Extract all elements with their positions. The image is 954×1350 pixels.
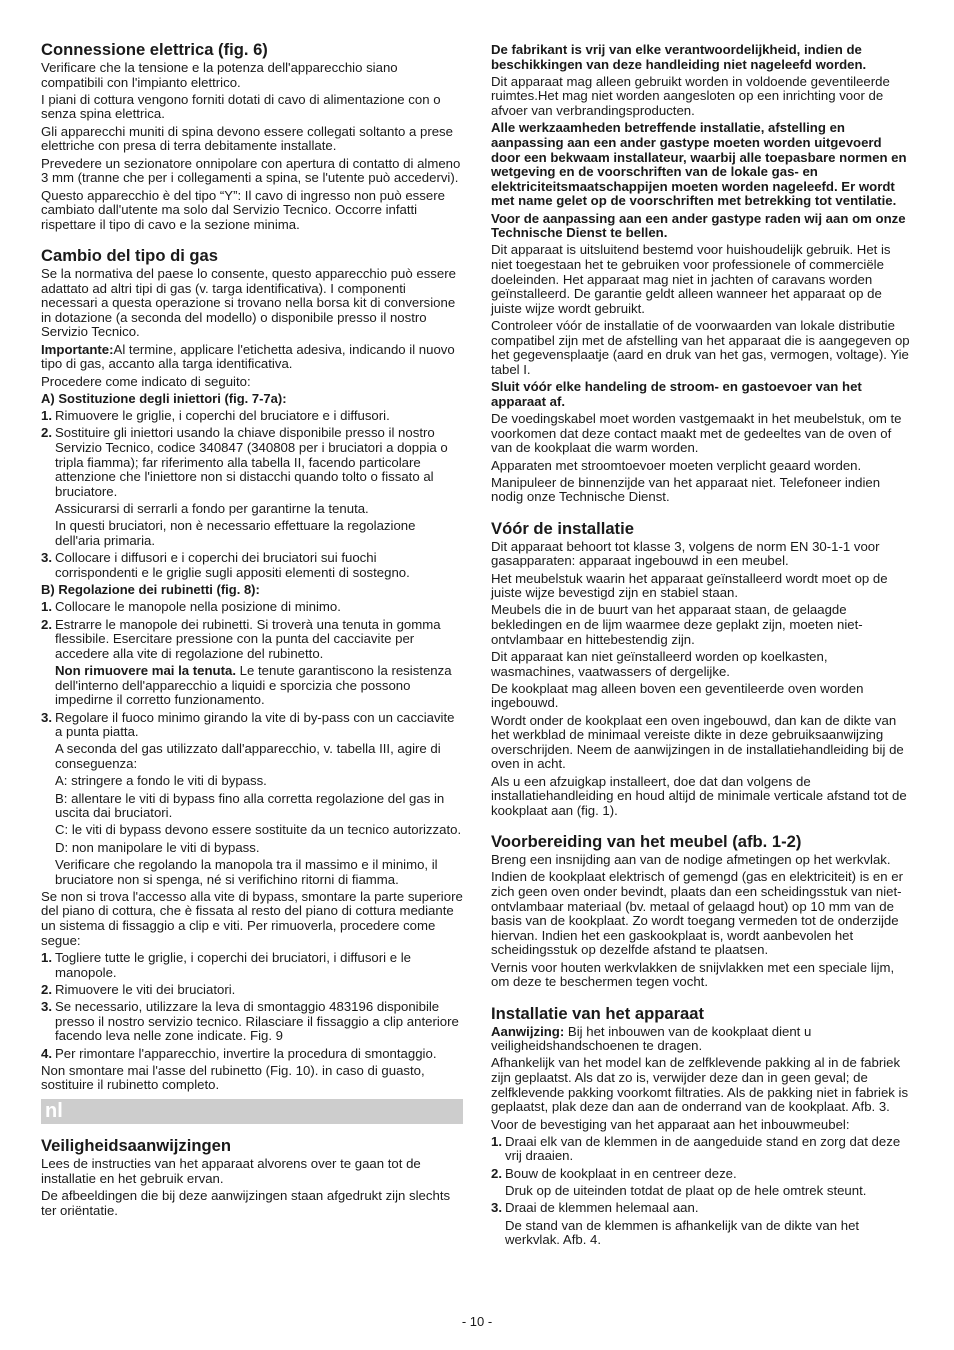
step-note: B: allentare le viti di bypass fino alla corretta regolazione del gas in uscita dai bruciatori.: [55, 790, 445, 821]
paragraph: Indien de kookplaat elektrisch of gemengd (gas en elektriciteit) is en er zich geen oven onder bevindt, plaats dan een scheidingsstuk van niet-ontvlambaar materiaal (bv. metaal of gelaagd hout) op 10 mm van de basis van de kookplaat. Zo wordt toegang vermeden tot de onderzijde hiervan. Indien het een gaskookplaat is, wordt aanbevolen het scheidingsstuk op dezelfde afstand te plaatsen.: [491, 869, 903, 958]
step-item: 1. Togliere tutte le griglie, i coperchi dei bruciatori, i diffusori e le manopole.: [41, 949, 411, 980]
paragraph: Wordt onder de kookplaat een oven ingebouwd, dan kan de dikte van het werkblad de minimaal vereiste dikte in deze gebruiksaanwijzing overschrijden. Neem de aanwijzingen in de installatiehandleiding bij de oven in acht.: [491, 712, 904, 772]
subheading-sostituzione: A) Sostituzione degli iniettori (fig. 7-7a):: [41, 390, 287, 406]
paragraph: Prevedere un sezionatore onnipolare con apertura di contatto di almeno 3 mm (tranne che per i collegamenti a spina, se l'utente può accedervi).: [41, 155, 461, 186]
step-note: In questi bruciatori, non è necessario effettuare la regolazione dell'aria primaria.: [55, 518, 416, 548]
bold-paragraph: Alle werkzaamheden betreffende installatie, afstelling en aanpassing aan een ander gastype moeten worden uitgevoerd door een bekwaam installateur, waarbij alle toepasbare normen en wetgeving en de voorschriften van de lokale gas- en elektriciteitsmaatschappijen moeten worden nageleefd. Er wordt met name gelet op de voorschriften met betrekking tot ventilatie.: [491, 120, 907, 209]
paragraph: Voor de bevestiging van het apparaat aan het inbouwmeubel:: [491, 1116, 850, 1132]
importante-text: Al termine, applicare l'etichetta adesiva, indicando il nuovo tipo di gas, accanto alla targa identificativa.: [41, 341, 455, 372]
paragraph: Se non si trova l'accesso alla vite di bypass, smontare la parte superiore del piano di cottura, che è fissata al resto del piano di cottura mediante un sistema di fissaggio a clip e viti. Per rimuoverla, procedere come segue:: [41, 888, 463, 948]
paragraph: Se la normativa del paese lo consente, questo apparecchio può essere adattato ad altri tipi di gas (v. targa identificativa). I componenti necessari a questa operazione si trovano nella borsa kit di conversione in dotazione (a seconda del modello) o disponibile presso il nostro Servizio Tecnico.: [41, 265, 456, 340]
paragraph: Het meubelstuk waarin het apparaat geïnstalleerd wordt moet op de juiste wijze bevestigd zijn en stabiel staan.: [491, 570, 888, 601]
step-note: C: le viti di bypass devono essere sostituite da un tecnico autorizzato.: [55, 822, 462, 838]
step-item: 3. Se necessario, utilizzare la leva di smontaggio 483196 disponibile presso il nostro servizio tecnico. Rilasciare il fissaggio a clip anteriore facendo leva nelle zone indicate. Fig. 9: [41, 999, 459, 1044]
right-column: [491, 43, 913, 1250]
paragraph: Dit apparaat mag alleen gebruikt worden in voldoende geventileerde ruimtes.Het mag niet worden aangesloten op een inrichting voor de afvoer van verbrandingsproducten.: [491, 73, 890, 119]
paragraph: Meubels die in de buurt van het apparaat staan, de gelaagde bekledingen en de lijm waarmee deze geplakt zijn, moeten niet-ontvlambaar en hittebestendig zijn.: [491, 602, 863, 647]
left-column: [41, 40, 463, 1221]
step-item: 1. Collocare le manopole nella posizione di minimo.: [41, 599, 341, 615]
bold-paragraph: Voor de aanpassing aan een ander gastype raden wij aan om onze Technische Dienst te bellen.: [491, 210, 906, 241]
heading-voor-installatie: Vóór de installatie: [491, 518, 634, 538]
heading-connessione: Connessione elettrica (fig. 6): [41, 40, 268, 59]
importante-label: Importante:: [41, 341, 114, 357]
step-item: 3. Draai de klemmen helemaal aan.: [491, 1200, 699, 1216]
step-item: 2. Estrarre le manopole dei rubinetti. Si troverà una tenuta in gomma flessibile. Esercitare pressione con la punta del cacciavite per accedere alla vite di regolazione del rubinetto.: [41, 616, 441, 661]
step-item: 4. Per rimontare l'apparecchio, invertire la procedura di smontaggio.: [41, 1045, 437, 1061]
paragraph: Als u een afzuigkap installeert, doe dat dan volgens de installatiehandleiding en houd altijd de minimale verticale afstand tot de kookplaat aan (fig. 1).: [491, 773, 907, 818]
paragraph: Verificare che la tensione e la potenza dell'apparecchio siano compatibili con l'impianto elettrico.: [41, 60, 398, 90]
step-item: 1. Rimuovere le griglie, i coperchi del bruciatore e i diffusori.: [41, 408, 390, 424]
paragraph: Apparaten met stroomtoevoer moeten verplicht geaard worden.: [491, 457, 862, 473]
paragraph: De afbeeldingen die bij deze aanwijzingen staan afgedrukt zijn slechts ter oriëntatie.: [41, 1187, 451, 1218]
regolazione-steps: [41, 600, 463, 661]
bold-paragraph: Sluit vóór elke handeling de stroom- en gastoevoer van het apparaat af.: [491, 379, 862, 409]
step-item: 1. Draai elk van de klemmen in de aangeduide stand en zorg dat deze vrij draaien.: [491, 1133, 901, 1164]
paragraph: Non smontare mai l'asse del rubinetto (Fig. 10). in caso di guasto, sostituire il rubinetto completo.: [41, 1062, 425, 1093]
aanwijzing-paragraph: Aanwijzing: Bij het inbouwen van de kookplaat dient u veiligheidshandschoenen te dragen.: [491, 1023, 812, 1054]
step-note: Druk op de uiteinden totdat de plaat op de hele omtrek steunt.: [505, 1182, 867, 1198]
step-note: Assicurarsi di serrarli a fondo per garantirne la tenuta.: [55, 501, 369, 516]
paragraph: Dit apparaat kan niet geïnstalleerd worden op koelkasten, wasmachines, vaatwassers of dergelijke.: [491, 648, 828, 679]
paragraph: Lees de instructies van het apparaat alvorens over te gaan tot de installatie en het gebruik ervan.: [41, 1156, 421, 1186]
paragraph: Breng een insnijding aan van de nodige afmetingen op het werkvlak.: [491, 852, 891, 868]
paragraph: I piani di cottura vengono forniti dotati di cavo di alimentazione con o senza spina elettrica.: [41, 91, 441, 122]
step-item: 2. Rimuovere le viti dei bruciatori.: [41, 981, 236, 997]
paragraph: Questo apparecchio è del tipo “Y”: Il cavo di ingresso non può essere cambiato dall'utente ma solo dal Servizio Tecnico. Occorre infatti rispettare il tipo di cavo e la sezione minima.: [41, 187, 445, 232]
step-note: A: stringere a fondo le viti di bypass.: [55, 773, 267, 789]
bold-paragraph: De fabrikant is vrij van elke verantwoordelijkheid, indien de beschikkingen van deze handleiding niet nageleefd worden.: [491, 42, 867, 72]
language-band-nl: nl: [41, 1099, 463, 1124]
subheading-regolazione: B) Regolazione dei rubinetti (fig. 8):: [41, 582, 260, 598]
heading-cambio-gas: Cambio del tipo di gas: [41, 245, 219, 265]
step-note: A seconda del gas utilizzato dall'apparecchio, v. tabella III, agire di conseguenza:: [55, 741, 441, 771]
installatie-steps: [491, 1135, 913, 1181]
step-item: 2. Bouw de kookplaat in en centreer deze.: [491, 1165, 737, 1181]
paragraph: Controleer vóór de installatie of de voorwaarden van lokale distributie compatibel zijn met de afstelling van het apparaat die is aangegeven op het gegevensplaatje (aard en druk van het gas, vermogen, voltage). Yie tabel I.: [491, 318, 910, 377]
paragraph: De kookplaat mag alleen boven een geventileerde oven worden ingebouwd.: [491, 680, 864, 711]
smontaggio-steps: [41, 951, 463, 1061]
paragraph: Vernis voor houten werkvlakken de snijvlakken met een speciale lijm, om deze te beschermen tegen vocht.: [491, 959, 895, 990]
heading-installatie-apparaat: Installatie van het apparaat: [491, 1003, 705, 1023]
step-note: Verificare che regolando la manopola tra il massimo e il minimo, il bruciatore non si spenga, né si verifichino ritorni di fiamma.: [55, 857, 438, 887]
importante-paragraph: [41, 343, 463, 372]
step-note: De stand van de klemmen is afhankelijk van de dikte van het werkvlak. Afb. 4.: [505, 1217, 860, 1248]
paragraph: Afhankelijk van het model kan de zelfklevende pakking al in de fabriek zijn geplaatst. Als dat zo is, verwijder deze dan in geen geval; de zelfklevende pakking voorkomt filtraties. Als de pakking niet in fabriek is geplaatst, plak deze dan aan de onderrand van de kookplaat. Afb. 3.: [491, 1055, 909, 1115]
step-item: 2. Sostituire gli iniettori usando la chiave disponibile presso il nostro Servizio Tecnico, codice 340847 (340808 per i bruciatori a doppia o tripla fiamma); far riferimento alla tabella II, facendo particolare attenzione che l'iniettore non si distacchi quando tolto o fissato al bruciatore.: [41, 425, 448, 499]
paragraph: Gli apparecchi muniti di spina devono essere collegati soltanto a prese elettriche con presa di terra debitamente installate.: [41, 123, 453, 154]
paragraph: Dit apparaat is uitsluitend bestemd voor huishoudelijk gebruik. Het is niet toegestaan het te gebruiken voor professionele of commerciële doeleinden. Het apparaat mag niet in jachten of caravans worden geïnstalleerd. De garantie geldt alleen wanneer het apparaat op de juiste wijze wordt gebruikt.: [491, 242, 891, 316]
paragraph: Procedere come indicato di seguito:: [41, 373, 251, 389]
step-item: 3. Collocare i diffusori e i coperchi dei bruciatori sui fuochi corrispondenti e le griglie sugli appositi elementi di sostegno.: [41, 550, 410, 580]
heading-veiligheid: Veiligheidsaanwijzingen: [41, 1136, 231, 1156]
step-note: D: non manipolare le viti di bypass.: [55, 839, 260, 855]
paragraph: De voedingskabel moet worden vastgemaakt in het meubelstuk, om te voorkomen dat deze contact maakt met de gedeeltes van de oven of van de kookplaat die warm worden.: [491, 411, 902, 456]
step-item: 3. Regolare il fuoco minimo girando la vite di by-pass con un cacciavite a punta piatta.: [41, 709, 455, 740]
warning-note: Non rimuovere mai la tenuta. Le tenute garantiscono la resistenza dell'interno dell'apparecchio a liquidi e sporcizia che possono impedirne il corretto funzionamento.: [55, 663, 452, 708]
page-number: - 10 -: [461, 1314, 493, 1329]
paragraph: Manipuleer de binnenzijde van het apparaat niet. Telefoneer indien nodig onze Technische Dienst.: [491, 474, 881, 505]
heading-voorbereiding-meubel: Voorbereiding van het meubel (afb. 1-2): [491, 832, 802, 852]
paragraph: Dit apparaat behoort tot klasse 3, volgens de norm EN 30-1-1 voor gasapparaten: apparaat ingebouwd in een meubel.: [491, 538, 880, 569]
sostituzione-steps: [41, 409, 463, 499]
